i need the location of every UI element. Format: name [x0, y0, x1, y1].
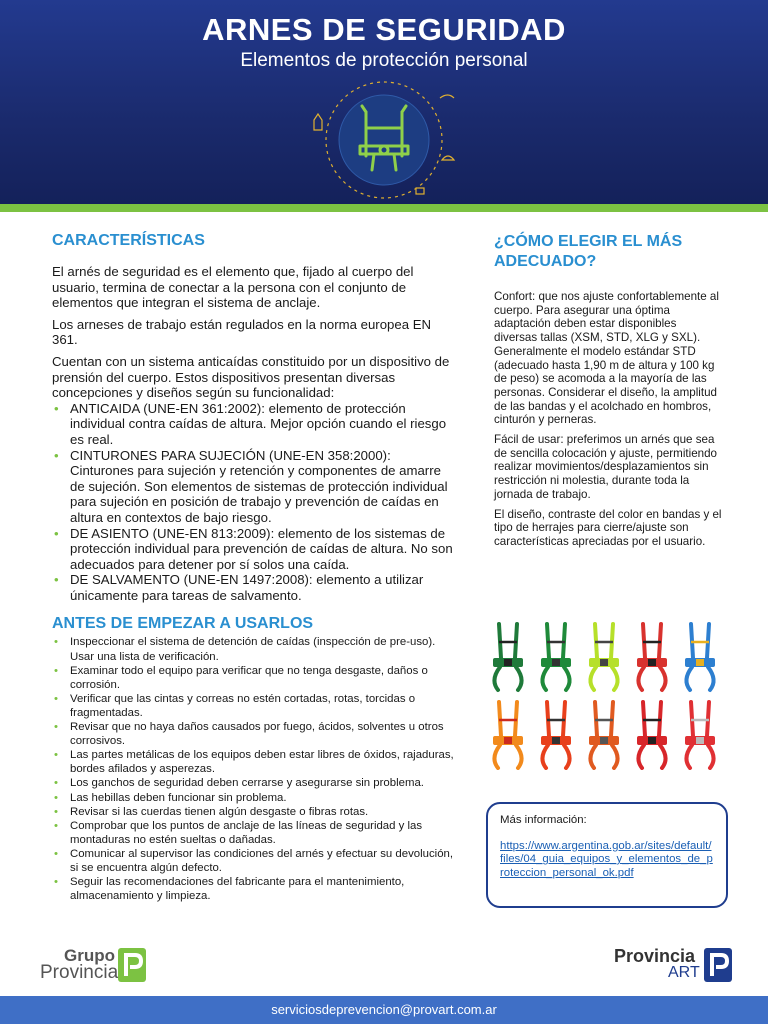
elegir-p2: Fácil de usar: preferimos un arnés que sea de sencilla colocación y ajuste, permitiendo realizar movimientos/desplazamientos sin restricción ni molestia, durante toda la jornada de trabajo.	[494, 433, 717, 501]
header-banner	[0, 0, 768, 204]
more-info-box	[486, 802, 728, 908]
list-item: • ANTICAIDA (UNE-EN 361:2002): elemento de protección individual contra caídas de altura. Mejor opción cuando el riesgo es real.	[52, 401, 456, 448]
checklist	[52, 635, 456, 903]
right-column	[494, 232, 722, 555]
harness-emblem-icon	[304, 76, 464, 204]
contact-email[interactable]: serviciosdeprevencion@provart.com.ar	[271, 1002, 497, 1017]
caracteristicas-p3: Cuentan con un sistema anticaídas constituido por un dispositivo de prensión del cuerpo. Estos dispositivos presentan diversas concepciones y diseños según su funcionalidad:	[52, 353, 450, 401]
harness-photo	[541, 624, 571, 690]
provincia-art-logo: Provincia ART	[612, 946, 736, 986]
harness-photo	[541, 702, 571, 768]
header-green-stripe	[0, 204, 768, 212]
caracteristicas-p1: El arnés de seguridad es el elemento que, fijado al cuerpo del usuario, termina de conectar a la persona con el conjunto de elementos que integran el sistema de anclaje.	[52, 264, 414, 311]
list-item: • DE SALVAMENTO (UNE-EN 1497:2008): elemento a utilizar únicamente para tareas de salvamento.	[52, 572, 456, 603]
elegir-heading: ¿CÓMO ELEGIR EL MÁS ADECUADO?	[494, 233, 683, 270]
grupo-provincia-logo: Grupo Provincia	[38, 946, 158, 984]
list-item: • CINTURONES PARA SUJECIÓN (UNE-EN 358:2000): Cinturones para sujeción y retención y componentes de amarre de sujeción. Son elementos de sistemas de protección individual para sujeción en posición de trabajo y prevención de caídas en altura en contextos de bajo riesgo.	[52, 448, 456, 526]
more-info-label: Más información:	[500, 814, 587, 826]
list-item: • Verificar que las cintas y correas no estén cortadas, rotas, torcidas o fragmentadas.	[52, 692, 456, 720]
elegir-p1: Confort: que nos ajuste confortablemente al cuerpo. Para asegurar una óptima adaptación deben estar disponibles diversas tallas (XSM, STD, XLG y SXL). Generalmente el modelo estándar STD (adecuado hasta 1,90 m de altura y 100 kg de peso) se acomoda a la mayoría de las personas. Considerar el diseño, la amplitud de las bandas y el acolchado en hombros, cinturón y perneras.	[494, 290, 719, 427]
list-item: • DE ASIENTO (UNE-EN 813:2009): elemento de los sistemas de protección individual para prevención de caídas de altura. No son adecuados para detener por sí solos una caída.	[52, 526, 456, 573]
list-item: • Examinar todo el equipo para verificar que no tenga desgaste, daños o corrosión.	[52, 664, 456, 692]
harness-photo	[637, 624, 667, 690]
list-item: • Revisar si las cuerdas tienen algún desgaste o fibras rotas.	[52, 805, 456, 819]
harness-photo	[589, 702, 619, 768]
list-item: • Las hebillas deben funcionar sin problema.	[52, 791, 456, 805]
harness-product-photos	[484, 620, 724, 770]
page-subtitle: Elementos de protección personal	[240, 50, 528, 71]
elegir-p3: El diseño, contraste del color en bandas y el tipo de herrajes para cierre/ajuste son características apreciadas por el usuario.	[494, 507, 722, 548]
page-title: ARNES DE SEGURIDAD	[202, 12, 566, 47]
list-item: • Comunicar al supervisor las condiciones del arnés y efectuar su devolución, si se encuentra algún defecto.	[52, 847, 456, 875]
list-item: • Comprobar que los puntos de anclaje de las líneas de seguridad y las montaduras no estén sueltas o dañadas.	[52, 819, 456, 847]
guide-link[interactable]: https://www.argentina.gob.ar/sites/default/files/04_guia_equipos_y_elementos_de_proteccion_personal_ok.pdf	[500, 839, 713, 879]
list-item: • Revisar que no haya daños causados por fuego, ácidos, solventes u otros corrosivos.	[52, 720, 456, 748]
harness-types-list	[52, 401, 456, 604]
harness-photo	[637, 702, 667, 768]
harness-photo	[685, 702, 715, 768]
list-item: • Los ganchos de seguridad deben cerrarse y asegurarse sin problema.	[52, 776, 456, 790]
harness-photo	[685, 624, 715, 690]
footer-bar	[0, 996, 768, 1024]
art-p-icon	[704, 948, 734, 982]
antes-heading: ANTES DE EMPEZAR A USARLOS	[52, 615, 314, 633]
harness-photo	[493, 624, 523, 690]
list-item: • Las partes metálicas de los equipos deben estar libres de óxidos, rajaduras, bordes afilados y asperezas.	[52, 748, 456, 776]
left-column	[52, 232, 456, 903]
caracteristicas-heading: CARACTERÍSTICAS	[52, 232, 205, 249]
harness-photo	[493, 702, 523, 768]
provincia-p-icon	[118, 948, 148, 982]
caracteristicas-p2: Los arneses de trabajo están regulados en la norma europea EN 361.	[52, 316, 432, 348]
harness-photo	[589, 624, 619, 690]
list-item: • Seguir las recomendaciones del fabricante para el mantenimiento, almacenamiento y limpieza.	[52, 875, 456, 903]
list-item: • Inspeccionar el sistema de detención de caídas (inspección de pre-uso). Usar una lista de verificación.	[52, 635, 456, 663]
